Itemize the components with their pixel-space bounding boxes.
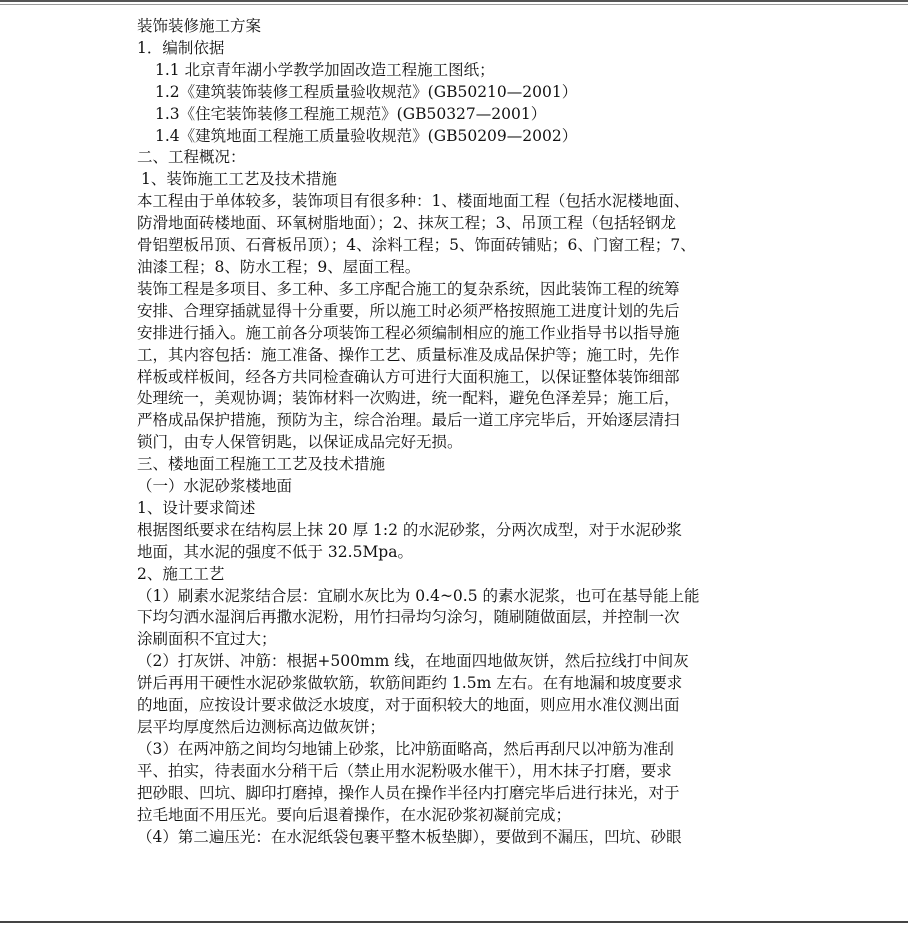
document-line: 下均匀洒水湿润后再撒水泥粉，用竹扫帚均匀涂匀，随刷随做面层，并控制一次 [137, 608, 680, 627]
document-line: 工，其内容包括：施工准备、操作工艺、质量标准及成品保护等；施工时，先作 [137, 345, 680, 364]
top-border-thin [0, 4, 908, 5]
document-line: 层平均厚度然后边测标高边做灰饼； [137, 718, 386, 736]
document-line: 骨铝塑板吊顶、石膏板吊顶）；4、涂料工程；5、饰面砖铺贴；6、门窗工程；7、 [137, 236, 696, 255]
document-line: 1、设计要求简述 [137, 498, 256, 517]
document-line: 1.3《住宅装饰装修工程施工规范》(GB50327—2001） [155, 104, 547, 123]
top-border [0, 0, 908, 2]
bottom-border [0, 921, 908, 923]
document-line: 严格成品保护措施，预防为主，综合治理。最后一道工序完毕后，开始逐层清扫 [137, 411, 680, 430]
document-line: 1.2《建筑装饰装修工程质量验收规范》(GB50210—2001） [155, 82, 578, 101]
document-line: 二、工程概况： [137, 148, 246, 167]
document-line: 饼后再用干硬性水泥砂浆做软筋，软筋间距约 1.5m 左右。在有地漏和坡度要求 [137, 674, 683, 693]
document-line: （3）在两冲筋之间均匀地铺上砂浆，比冲筋面略高，然后再刮尺以冲筋为准刮 [137, 739, 674, 758]
document-line: 处理统一，美观协调；装饰材料一次购进，统一配料，避免色泽差异；施工后， [137, 389, 680, 408]
document-line: （一）水泥砂浆楼地面 [137, 477, 293, 496]
document-line: 根据图纸要求在结构层上抹 20 厚 1:2 的水泥砂浆，分两次成型，对于水泥砂浆 [137, 520, 682, 539]
document-line: 1．编制依据 [137, 38, 225, 57]
document-line: （4）第二遍压光：在水泥纸袋包裹平整木板垫脚），要做到不漏压，凹坑、砂眼 [137, 827, 682, 846]
document-line: 1.4《建筑地面工程施工质量验收规范》(GB50209—2002） [155, 126, 578, 145]
document-line: 防滑地面砖楼地面、环氧树脂地面）；2、抹灰工程；3、吊顶工程（包括轻钢龙 [137, 214, 676, 233]
document-line: 涂刷面积不宜过大； [137, 630, 277, 649]
document-line: 锁门，由专人保管钥匙，以保证成品完好无损。 [137, 433, 463, 452]
document-line: 1.1 北京青年湖小学教学加固改造工程施工图纸； [155, 60, 495, 79]
document-line: 把砂眼、凹坑、脚印打磨掉，操作人员在操作半径内打磨完毕后进行抹光，对于 [137, 783, 680, 802]
document-line: （2）打灰饼、冲筋：根据+500mm 线，在地面四地做灰饼，然后拉线打中间灰 [137, 652, 689, 671]
document-line: 安排进行插入。施工前各分项装饰工程必须编制相应的施工作业指导书以指导施 [137, 323, 680, 342]
document-line: 平、拍实，待表面水分稍干后（禁止用水泥粉吸水催干），用木抹子打磨，要求 [137, 761, 672, 780]
document-line: 油漆工程；8、防水工程；9、屋面工程。 [137, 257, 421, 276]
document-line: 的地面，应按设计要求做泛水坡度，对于面积较大的地面，则应用水准仪测出面 [137, 696, 680, 715]
document-line: 2、施工工艺 [137, 564, 225, 583]
document-line: 1、装饰施工工艺及技术措施 [141, 170, 337, 189]
document-line: 拉毛地面不用压光。要向后退着操作，在水泥砂浆初凝前完成； [137, 805, 572, 824]
document-line: 装饰工程是多项目、多工种、多工序配合施工的复杂系统，因此装饰工程的统筹 [137, 279, 680, 298]
document-line: 三、楼地面工程施工工艺及技术措施 [137, 455, 386, 474]
document-line: 安排、合理穿插就显得十分重要，所以施工时必须严格按照施工进度计划的先后 [137, 301, 680, 320]
document-line: 样板或样板间，经各方共同检查确认方可进行大面积施工，以保证整体装饰细部 [137, 367, 680, 386]
document-line: 地面，其水泥的强度不低于 32.5Mpa。 [137, 542, 413, 561]
document-line: 装饰装修施工方案 [137, 17, 262, 35]
document-body [137, 16, 777, 848]
document-line: （1）刷素水泥浆结合层：宜刷水灰比为 0.4~0.5 的素水泥浆，也可在基导能上能 [137, 586, 700, 605]
document-line: 本工程由于单体较多，装饰项目有很多种：1、楼面地面工程（包括水泥楼地面、 [137, 192, 690, 211]
